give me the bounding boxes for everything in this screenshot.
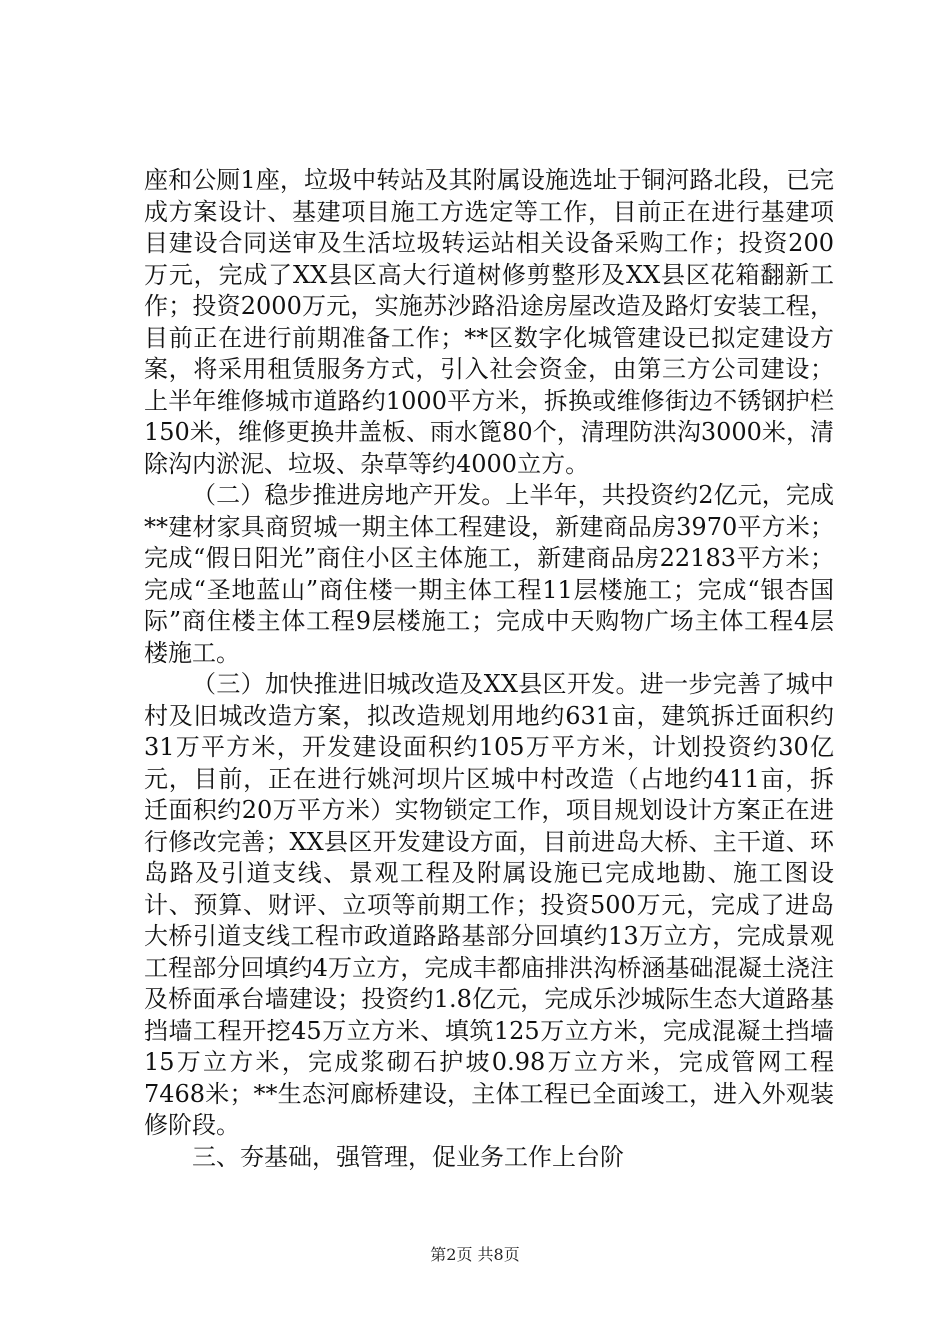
document-body	[144, 165, 834, 1173]
paragraph-old-town-renovation: （三）加快推进旧城改造及XX县区开发。进一步完善了城中村及旧城改造方案，拟改造规划用地约631亩，建筑拆迁面积约31万平方米，开发建设面积约105万平方米，计划投资约30亿元，目前，正在进行姚河坝片区城中村改造（占地约411亩，拆迁面积约20万平方米）实物锁定工作，项目规划设计方案正在进行修改完善；XX县区开发建设方面，目前进岛大桥、主干道、环岛路及引道支线、景观工程及附属设施已完成地勘、施工图设计、预算、财评、立项等前期工作；投资500万元，完成了进岛大桥引道支线工程市政道路路基部分回填约13万立方，完成景观工程部分回填约4万立方，完成丰都庙排洪沟桥涵基础混凝土浇注及桥面承台墙建设；投资约1.8亿元，完成乐沙城际生态大道路基挡墙工程开挖45万立方米、填筑125万立方米，完成混凝土挡墙15万立方米，完成浆砌石护坡0.98万立方米，完成管网工程7468米；**生态河廊桥建设，主体工程已全面竣工，进入外观装修阶段。	[144, 670, 834, 1139]
paragraph-sanitation-projects: 座和公厕1座，垃圾中转站及其附属设施选址于铜河路北段，已完成方案设计、基建项目施工方选定等工作，目前正在进行基建项目建设合同送审及生活垃圾转运站相关设备采购工作；投资200万元，完成了XX县区高大行道树修剪整形及XX县区花箱翻新工作；投资2000万元，实施苏沙路沿途房屋改造及路灯安装工程，目前正在进行前期准备工作；**区数字化城管建设已拟定建设方案，将采用租赁服务方式，引入社会资金，由第三方公司建设；上半年维修城市道路约1000平方米，拆换或维修街边不锈钢护栏150米，维修更换井盖板、雨水篦80个，清理防洪沟3000米，清除沟内淤泥、垃圾、杂草等约4000立方。	[144, 166, 834, 478]
section-heading-three: 三、夯基础，强管理，促业务工作上台阶	[192, 1142, 624, 1171]
page-number-footer: 第2页 共8页	[430, 1245, 520, 1264]
paragraph-real-estate: （二）稳步推进房地产开发。上半年，共投资约2亿元，完成**建材家具商贸城一期主体工程建设，新建商品房3970平方米；完成“假日阳光”商住小区主体施工，新建商品房22183平方米；完成“圣地蓝山”商住楼一期主体工程11层楼施工；完成“银杏国际”商住楼主体工程9层楼施工；完成中天购物广场主体工程4层楼施工。	[144, 481, 834, 667]
